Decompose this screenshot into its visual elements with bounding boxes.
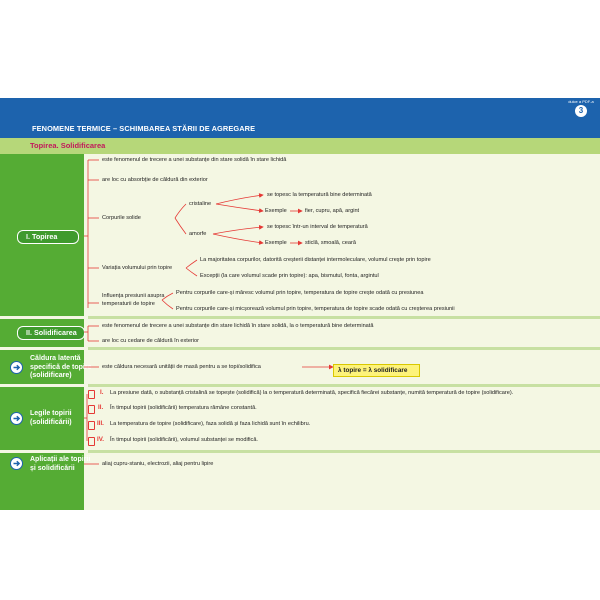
variatia-label: Variația volumului prin topire (102, 265, 173, 271)
amorfe-topire: se topesc într-un interval de temperatură (267, 224, 368, 230)
section-title: Topirea. Solidificarea (30, 141, 106, 150)
amorfe-exemple-text: sticlă, smoală, ceară (305, 240, 356, 246)
variatia-2: Excepții (la care volumul scade prin topire): apa, bismutul, fonta, argintul (200, 273, 379, 279)
law-marker (88, 421, 95, 430)
topirea-definition: este fenomenul de trecere a unei substanțe din stare solidă în stare lichidă (102, 157, 287, 163)
law-number: IV. (97, 436, 104, 443)
aplicatii-text: aliaj cupru-staniu, electrozii, aliaj pentru lipire (102, 461, 214, 467)
heading-caldura-line-1: Căldura latentă (30, 355, 81, 362)
law-marker (88, 405, 95, 414)
influenta-1: Pentru corpurile care-și măresc volumul prin topire, temperatura de topire crește odată cu presiunea (176, 290, 424, 296)
badge-line-1: Fluiul (576, 94, 586, 99)
formula-box: λ topire = λ solidificare (333, 364, 420, 377)
cristaline-exemple-label: Exemple (265, 208, 287, 214)
heading-caldura-line-2: specifică de topire (30, 363, 92, 371)
label-topirea: I. Topirea (17, 230, 79, 244)
label-solidificarea: II. Solidificarea (17, 326, 85, 340)
badge-line-2: dulce a PDF-a (568, 98, 594, 104)
influenta-label-line-1: Influența presiunii asupra (102, 293, 165, 299)
law-text: La temperatura de topire (solidificare), faza solidă și faza lichidă sunt în echilibru. (110, 421, 311, 427)
caldura-latenta-text: este căldura necesară unității de masă pentru a se topi/solidifica (102, 364, 261, 370)
law-text: La presiune dată, o substanță cristalină se topește (solidifică) la o temperatură determinată, specifică fiecărei substanțe, numită temperatură de topire (solidificare). (110, 390, 514, 396)
amorfe-label: amorfe (189, 231, 207, 237)
page-title: FENOMENE TERMICE – SCHIMBAREA STĂRII DE AGREGARE (32, 124, 256, 133)
law-text: În timpul topirii (solidificării) temperatura rămâne constantă. (110, 405, 257, 411)
variatia-1: La majoritatea corpurilor, datorită creșterii distanței intermoleculare, volumul crește prin topire (200, 257, 431, 263)
topirea-absorbtie: are loc cu absorbție de căldură din exterior (102, 177, 208, 183)
heading-legile-line-2: (solidificării) (30, 418, 72, 426)
heading-legile-line-1: Legile topirii (30, 410, 72, 417)
law-marker (88, 437, 95, 446)
law-marker (88, 390, 95, 399)
influenta-label-line-2: temperaturii de topire (102, 301, 155, 307)
heading-caldura-line-3: (solidificare) (30, 372, 72, 379)
influenta-2: Pentru corpurile care-și micșorează volumul prin topire, temperatura de topire scade odată cu creșterea presiunii (176, 306, 455, 312)
law-text: În timpul topirii (solidificării), volumul substanței se modifică. (110, 437, 258, 443)
amorfe-exemple-label: Exemple (265, 240, 287, 246)
heading-aplicatii-line-2: și solidificării (30, 464, 75, 472)
law-number: III. (97, 420, 104, 427)
corpuri-solide-label: Corpurile solide (102, 215, 141, 221)
law-number: I. (100, 389, 104, 396)
cristaline-exemple-text: fier, cupru, apă, argint (305, 208, 360, 214)
solidificarea-cedare: are loc cu cedare de căldură în exterior (102, 338, 200, 344)
cristaline-topire: se topesc la temperatură bine determinată (267, 192, 372, 198)
law-number: II. (98, 404, 104, 411)
solidificarea-definition: este fenomenul de trecere a unei substanțe din stare lichidă în stare solidă, la o temperatură bine determinată (102, 323, 374, 329)
cristaline-label: cristaline (189, 201, 212, 207)
page-number: 3 (575, 105, 587, 117)
heading-aplicatii-line-1: Aplicații ale topirii (30, 456, 91, 463)
